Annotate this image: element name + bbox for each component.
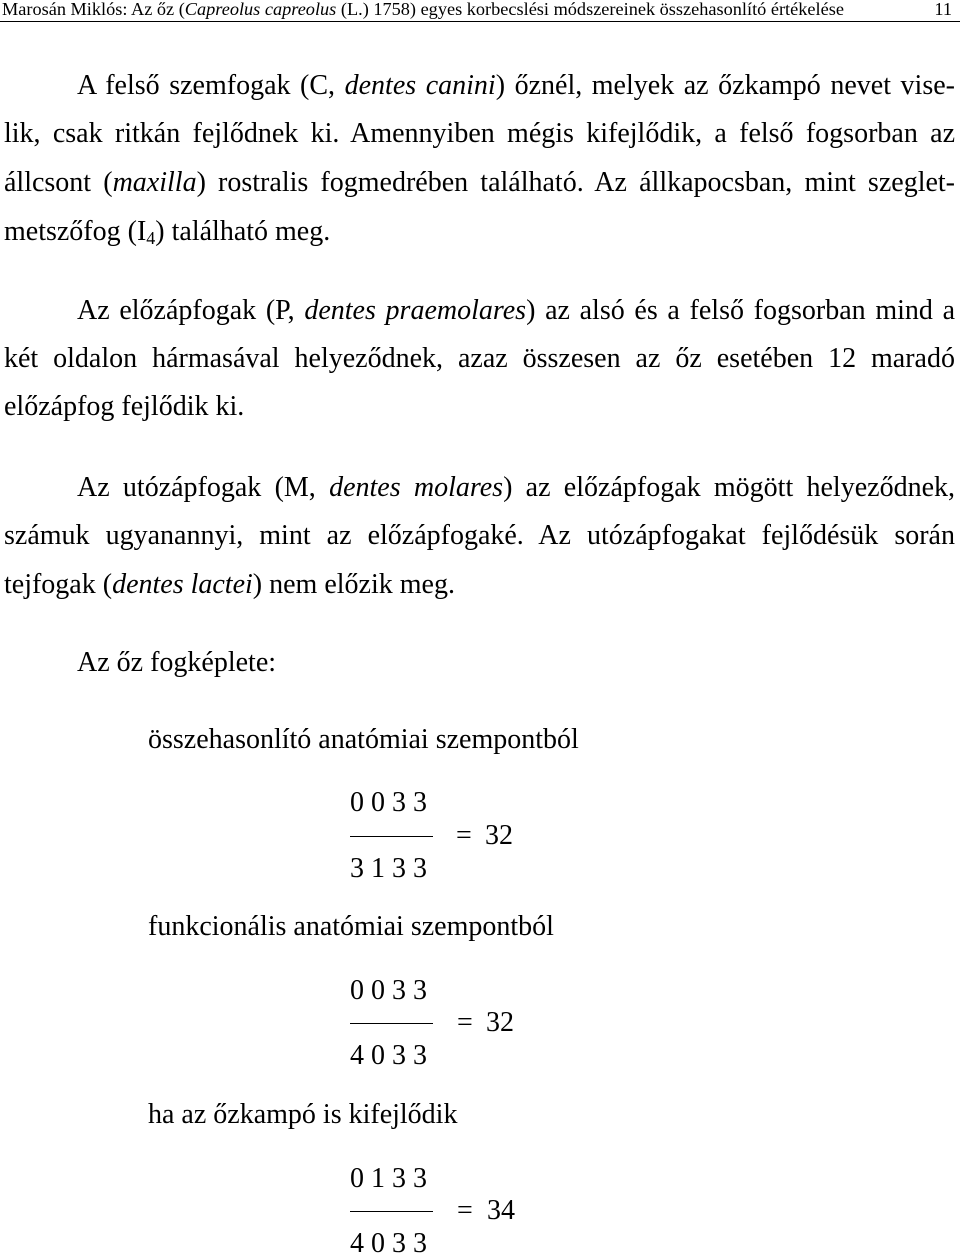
equals-sign: = (457, 1007, 473, 1038)
text-segment: ) található meg. (155, 216, 331, 247)
formula-label: funkcionális anatómiai szempontból (148, 911, 554, 942)
formula-heading: Az őz fogképlete: (77, 647, 277, 678)
fraction-numerator: 0 0 3 3 (350, 975, 427, 1006)
page-number: 11 (934, 0, 952, 19)
italic-term: dentes molares (329, 472, 504, 503)
running-header (0, 0, 960, 22)
text-line (4, 472, 955, 503)
text-line (4, 343, 955, 374)
formula-label: ha az őzkampó is kifejlődik (148, 1099, 458, 1130)
text-segment: Az előzápfogak (P, (77, 295, 305, 326)
fraction-numerator: 0 1 3 3 (350, 1163, 427, 1194)
fraction-bar (350, 1211, 433, 1212)
fraction-bar (350, 836, 433, 837)
text-line (4, 70, 955, 101)
text-segment: két oldalon hármasával helyeződnek, azaz összesen az őz esetében 12 maradó (4, 343, 955, 374)
header-title-text: Marosán Miklós: Az őz ( (2, 0, 185, 19)
italic-term: Capreolus capreolus (184, 0, 337, 19)
text-segment: tejfogak ( (4, 569, 113, 600)
subscript-index: 4 (146, 228, 156, 248)
fraction-denominator: 4 0 3 3 (350, 1228, 427, 1257)
header-title-text: (L.) 1758) egyes korbecslési módszereinek összehasonlító értékelése (336, 0, 844, 19)
text-segment: előzápfog fejlődik ki. (4, 391, 245, 422)
text-segment: számuk ugyanannyi, mint az előzápfogaké. Az utózápfogakat fejlődésük során (4, 520, 955, 551)
header-title (2, 0, 844, 18)
text-segment: ) őznél, melyek az őzkampó nevet vise- (495, 70, 955, 101)
fraction-denominator: 3 1 3 3 (350, 853, 427, 884)
text-segment: lik, csak ritkán fejlődnek ki. Amennyiben mégis kifejlődik, a felső fogsorban az (4, 118, 955, 149)
tooth-total: 32 (485, 820, 513, 851)
fraction-numerator: 0 0 3 3 (350, 787, 427, 818)
equals-sign: = (457, 1195, 473, 1226)
italic-term: dentes canini (344, 70, 496, 101)
text-segment: Az utózápfogak (M, (77, 472, 330, 503)
equals-sign: = (456, 820, 472, 851)
text-segment: állcsont ( (4, 167, 113, 198)
italic-term: dentes lactei (112, 569, 253, 600)
text-line (4, 520, 955, 551)
fraction-bar (350, 1023, 433, 1024)
text-line (4, 295, 955, 326)
text-segment: metszőfog (I (4, 216, 147, 247)
text-segment: ) rostralis fogmedrében található. Az állkapocsban, mint szeglet- (196, 167, 955, 198)
formula-label: összehasonlító anatómiai szempontból (148, 724, 579, 755)
text-line (4, 216, 955, 248)
text-segment: ) az alsó és a felső fogsorban mind a (526, 295, 955, 326)
text-line (4, 391, 955, 422)
text-line (4, 569, 955, 600)
text-line (4, 118, 955, 149)
text-segment: ) az előzápfogak mögött helyeződnek, (503, 472, 955, 503)
tooth-total: 34 (487, 1195, 515, 1226)
text-line (4, 167, 955, 198)
fraction-denominator: 4 0 3 3 (350, 1040, 427, 1071)
tooth-total: 32 (486, 1007, 514, 1038)
text-segment: ) nem előzik meg. (252, 569, 455, 600)
italic-term: dentes praemolares (304, 295, 527, 326)
italic-term: maxilla (112, 167, 197, 198)
text-segment: A felső szemfogak (C, (77, 70, 345, 101)
